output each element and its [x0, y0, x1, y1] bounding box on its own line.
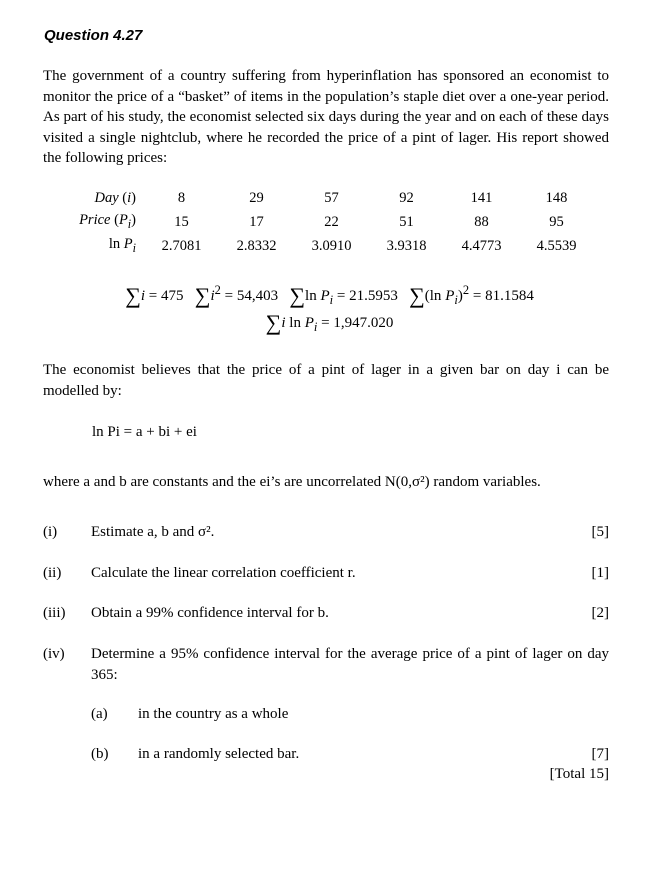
sigma-symbol: ∑: [265, 310, 282, 335]
total-marks: [Total 15]: [549, 766, 609, 782]
table-cell: 95: [549, 213, 564, 230]
table-cell: 141: [470, 189, 493, 206]
intro-text: The government of a country suffering from hyperinflation has sponsored an economist to monitor the price of a “basket” of items in the population’s staple diet over a one-year period. As part of his study, the economist selected six days during the year and on each of these days visited a single nightclub, where he recorded the price of a pint of lager. His report showed the following prices:: [43, 68, 609, 166]
table-cell: 88: [474, 213, 489, 230]
part-text: Determine a 95% confidence interval for the average price of a pint of lager on day 365:: [91, 646, 609, 683]
row-label-lnp: $\ln P_i$: [108, 236, 136, 255]
part-marks: [5]: [591, 524, 609, 540]
table-cell: 8: [177, 189, 186, 206]
model-intro-text: The economist believes that the price of a pint of lager in a given bar on day i can be modelled by:: [43, 362, 609, 399]
sum-ilnp-value: 1,947.020: [333, 315, 394, 331]
part-text: Calculate the linear correlation coefficient r.: [91, 565, 356, 581]
table-row-day: [56, 186, 594, 210]
part-number: (i): [43, 524, 58, 540]
table-cell: 29: [249, 189, 264, 206]
subpart-a-number: (a): [91, 706, 108, 722]
table-cell: 4.5539: [536, 237, 577, 254]
table-cell: 15: [174, 213, 189, 230]
summary-sums-line1: ∑i = 475 $\sum i^2 = 54,403$ ∑ln $P_i = 21.5953$ ∑(ln $P_i)^2 = 81.1584$: [125, 283, 534, 308]
sum-lnp2-value: 81.1584: [485, 288, 534, 304]
subpart-b-marks: [7]: [591, 746, 609, 762]
part-marks: [1]: [591, 565, 609, 581]
sum-i-value: 475: [161, 288, 184, 304]
price-table: [56, 186, 594, 258]
where-text: where a and b are constants and the ei’s are uncorrelated N(0,σ²) random variables.: [43, 474, 541, 490]
model-equation: ln Pi = a + bi + ei: [92, 424, 197, 440]
model-intro: [43, 360, 609, 401]
table-cell: 92: [399, 189, 414, 206]
summary-sums-line2: ∑i $\ln P_i = 1,947.020$: [265, 310, 394, 335]
sigma-symbol: ∑: [409, 283, 425, 308]
question-title: Question 4.27: [44, 27, 143, 44]
table-cell: 4.4773: [461, 237, 502, 254]
intro-paragraph: [43, 66, 609, 169]
table-cell: 2.7081: [161, 237, 202, 254]
table-cell: 3.9318: [386, 237, 427, 254]
table-cell: 3.0910: [311, 237, 352, 254]
subpart-a-text: in the country as a whole: [138, 706, 289, 722]
table-cell: 22: [324, 213, 339, 230]
table-cell: 2.8332: [236, 237, 277, 254]
part-text: Estimate a, b and σ².: [91, 524, 215, 540]
table-cell: 148: [545, 189, 568, 206]
sigma-symbol: ∑: [194, 283, 211, 308]
table-row-lnp: [56, 234, 594, 258]
table-cell: 51: [399, 213, 414, 230]
sum-lnp-value: 21.5953: [349, 288, 398, 304]
where-paragraph: [43, 472, 609, 493]
subpart-b-text: in a randomly selected bar.: [138, 746, 300, 762]
subpart-b-number: (b): [91, 746, 109, 762]
table-cell: 57: [324, 189, 339, 206]
row-label-day: Day (i): [94, 189, 136, 206]
part-marks: [2]: [591, 605, 609, 621]
table-cell: 17: [249, 213, 264, 230]
part-text: Obtain a 99% confidence interval for b.: [91, 605, 329, 621]
part-number: (ii): [43, 565, 62, 581]
row-label-price: Price $(P_i)$: [79, 212, 136, 231]
sigma-symbol: ∑: [125, 283, 141, 308]
table-row-price: [56, 210, 594, 234]
part-number: (iv): [43, 646, 65, 662]
sigma-symbol: ∑: [289, 283, 306, 308]
sum-i2-value: 54,403: [236, 288, 279, 304]
part-number: (iii): [43, 605, 66, 621]
